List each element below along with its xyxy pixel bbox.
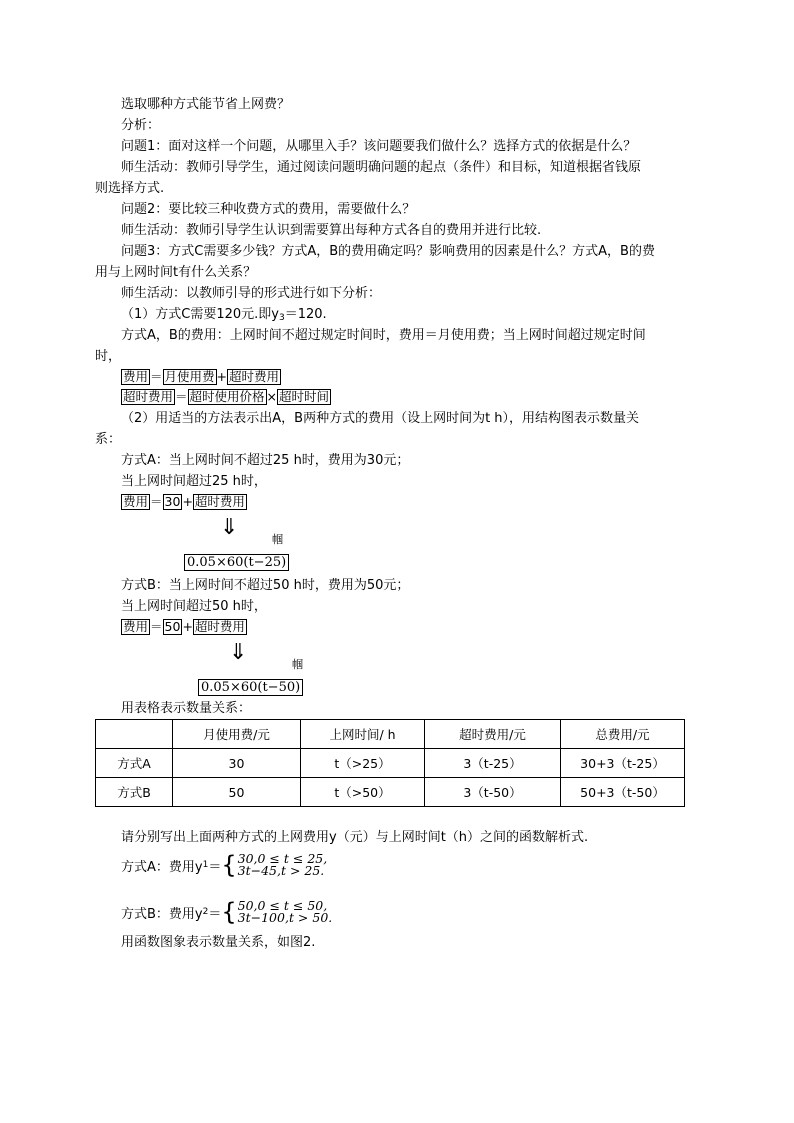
table-cell: t（>50） <box>301 778 425 807</box>
formula-a: 0.05×60(t−25) <box>184 554 289 571</box>
line-method-b-under: 方式B：当上网时间不超过50 h时，费用为50元； <box>121 578 410 593</box>
structure-b: 费用 ＝ 50 + 超时费用 <box>123 619 245 634</box>
line-activity-3: 师生活动：以教师引导的形式进行如下分析： <box>121 286 382 301</box>
stray-glyph: 帼 <box>292 658 303 671</box>
line-table-intro: 用表格表示数量关系： <box>121 701 252 716</box>
structure-a: 费用 ＝ 30 + 超时费用 <box>123 494 245 509</box>
down-arrow-icon: ⇓ <box>220 515 239 540</box>
case-line: 30,0 ≤ t ≤ 25, <box>237 851 328 866</box>
table-header-cell: 超时费用/元 <box>425 720 561 749</box>
table-row <box>96 778 685 807</box>
table-cell: 50 <box>173 778 301 807</box>
line-activity-2: 师生活动：教师引导学生认识到需要算出每种方式各自的费用并进行比较. <box>121 223 542 238</box>
structure-cost: 费用 ＝ 月使用费 + 超时费用 <box>123 369 280 384</box>
structure-overtime-cost: 超时费用 ＝ 超时使用价格 × 超时时间 <box>123 389 330 404</box>
table-header-cell: 上网时间/ h <box>301 720 425 749</box>
table-cell: 50+3（t-50） <box>561 778 685 807</box>
table-cell: 30 <box>173 749 301 778</box>
table-cell: 方式B <box>96 778 173 807</box>
line-question-1: 问题1：面对这样一个问题，从哪里入手？该问题要我们做什么？选择方式的依据是什么？ <box>121 139 637 154</box>
line-question-3b: 用与上网时间t有什么关系？ <box>95 265 257 280</box>
line-activity-1a: 师生活动：教师引导学生，通过阅读问题明确问题的起点（条件）和目标，知道根据省钱原 <box>121 160 642 175</box>
line-method-ab-b: 时， <box>95 349 122 364</box>
line-method-ab-a: 方式A，B的费用：上网时间不超过规定时间时，费用＝月使用费；当上网时间超过规定时间 <box>121 328 646 343</box>
line-method-b-over: 当上网时间超过50 h时， <box>121 599 267 614</box>
line-method-c: （1）方式C需要120元.即$y_3=120$. <box>121 307 327 323</box>
line-question-2: 问题2：要比较三种收费方式的费用，需要做什么？ <box>121 202 416 217</box>
formula-b: 0.05×60(t−50) <box>198 679 303 696</box>
line-part-2b: 系： <box>95 432 122 447</box>
line-analysis: 分析： <box>121 118 161 133</box>
table-cell: t（>25） <box>301 749 425 778</box>
table-row <box>96 749 685 778</box>
case-line: 3t−45,t > 25. <box>237 863 325 878</box>
table-cell: 3（t-25） <box>425 749 561 778</box>
function-a: 方式A：费用y 1 ＝ { 30,0 ≤ t ≤ 25, 3t−45,t > 25. <box>121 851 328 879</box>
case-line: 3t−100,t > 50. <box>237 910 333 925</box>
line-question-3a: 问题3：方式C需要多少钱？方式A，B的费用确定吗？影响费用的因素是什么？方式A，B的费 <box>121 244 655 259</box>
table-cell: 30+3（t-25） <box>561 749 685 778</box>
table-header-cell: 总费用/元 <box>561 720 685 749</box>
line-part-2a: （2）用适当的方法表示出A，B两种方式的费用（设上网时间为t h），用结构图表示数量关 <box>121 411 640 426</box>
line-question-title: 选取哪种方式能节省上网费？ <box>121 97 291 112</box>
line-function-intro: 请分别写出上面两种方式的上网费用y（元）与上网时间t（h）之间的函数解析式. <box>121 830 589 845</box>
table-cell: 方式A <box>96 749 173 778</box>
case-line: 50,0 ≤ t ≤ 50, <box>237 898 328 913</box>
stray-glyph: 帼 <box>272 533 283 546</box>
table-header-cell <box>96 720 173 749</box>
line-activity-1b: 则选择方式. <box>95 181 165 196</box>
line-method-a-under: 方式A：当上网时间不超过25 h时，费用为30元； <box>121 453 410 468</box>
table-header-cell: 月使用费/元 <box>173 720 301 749</box>
table-header-row <box>96 720 685 749</box>
down-arrow-icon: ⇓ <box>229 640 248 665</box>
function-b: 方式B：费用y 2 ＝ { 50,0 ≤ t ≤ 50, 3t−100,t > 50. <box>121 898 333 926</box>
cost-table <box>95 719 685 807</box>
line-graph-intro: 用函数图象表示数量关系，如图2. <box>121 935 316 950</box>
table-cell: 3（t-50） <box>425 778 561 807</box>
line-method-a-over: 当上网时间超过25 h时， <box>121 474 267 489</box>
